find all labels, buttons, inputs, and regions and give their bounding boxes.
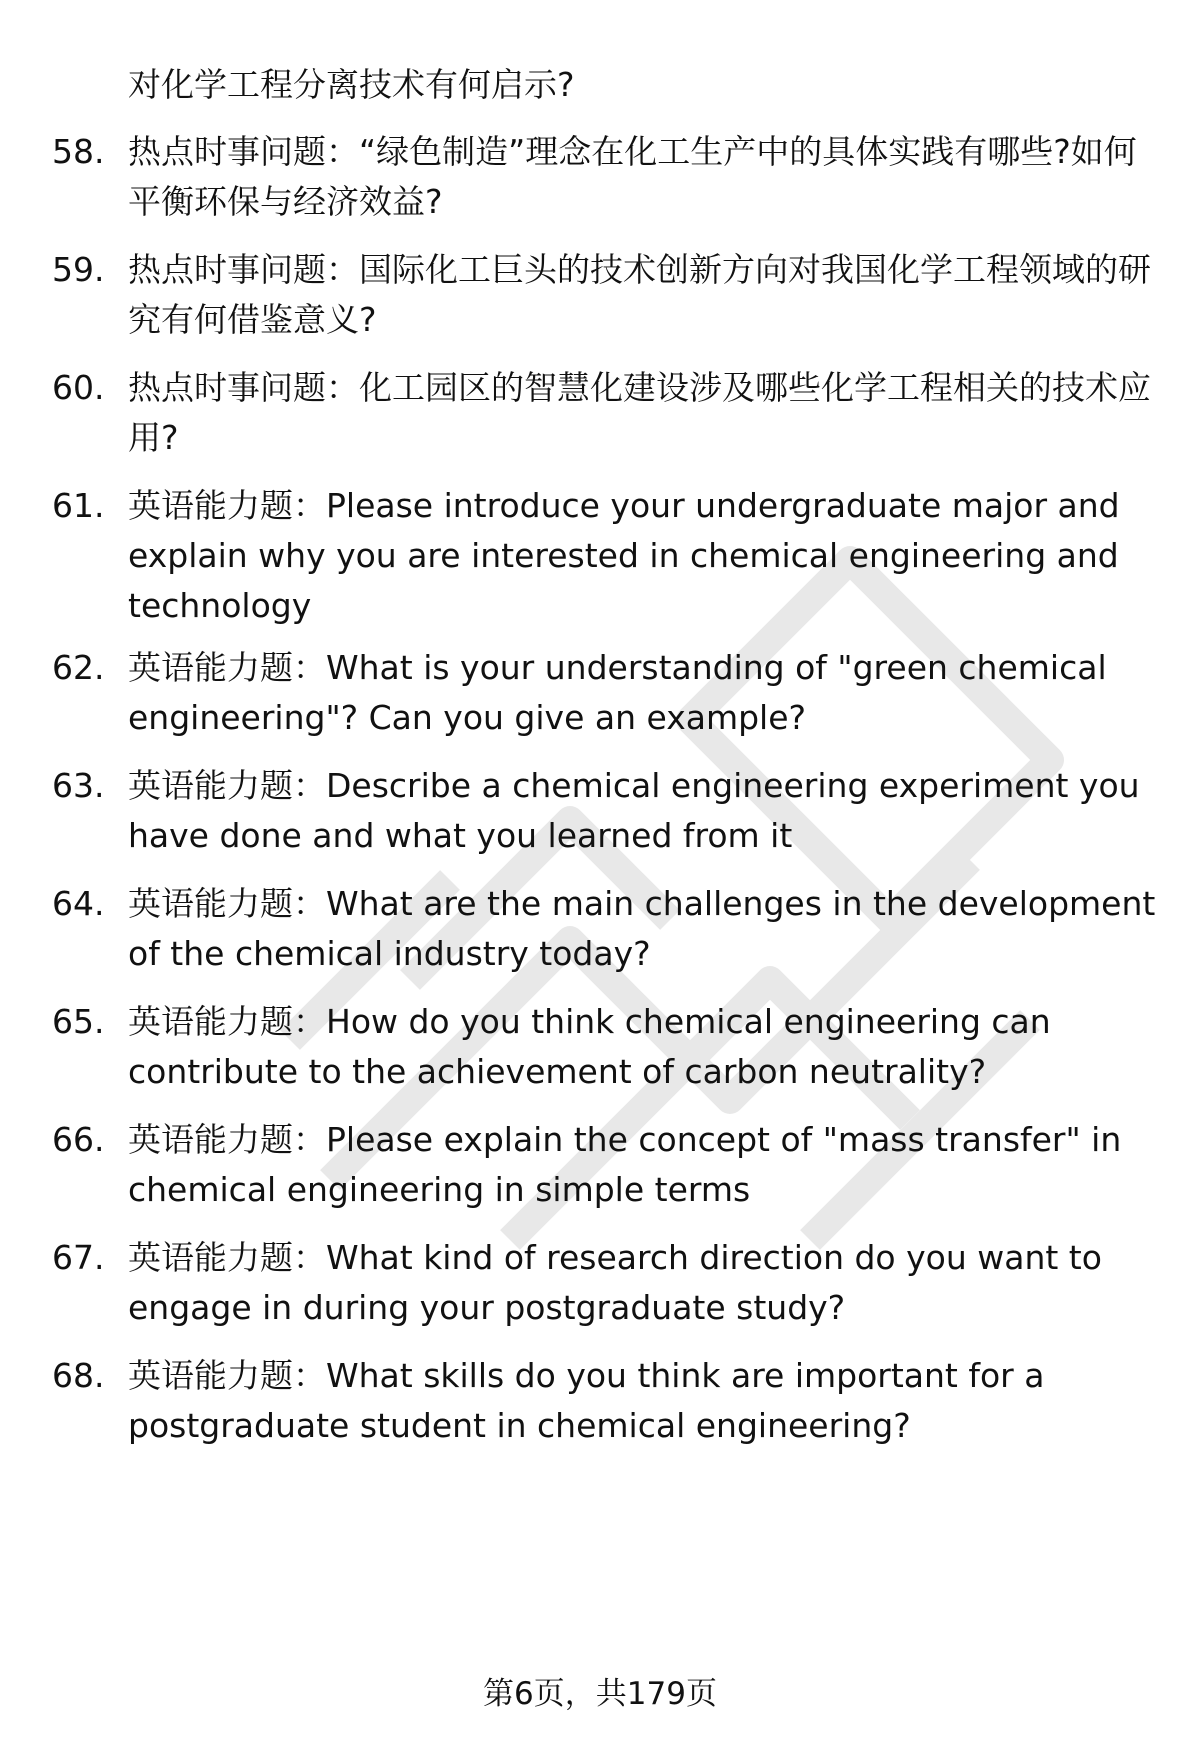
question-number: 61. <box>52 486 105 525</box>
question-text: 英语能力题：What skills do you think are important for a postgraduate student in chemical engineering? <box>128 1356 1045 1445</box>
continuation-line: 对化学工程分离技术有何启示? <box>128 65 575 104</box>
question-text: 英语能力题：How do you think chemical engineering can contribute to the achievement of carbon neutrality? <box>128 1002 1051 1091</box>
question-number: 60. <box>52 368 105 407</box>
question-number: 65. <box>52 1002 105 1041</box>
question-number: 68. <box>52 1356 105 1395</box>
question-number: 62. <box>52 648 105 687</box>
question-text: 英语能力题：What kind of research direction do you want to engage in during your postgraduate study? <box>128 1238 1102 1327</box>
page-footer: 第6页，共179页 <box>483 1676 717 1712</box>
question-number: 63. <box>52 766 105 805</box>
question-text: 热点时事问题：化工园区的智慧化建设涉及哪些化学工程相关的技术应用? <box>128 368 1151 457</box>
question-number: 59. <box>52 250 105 289</box>
question-text: 英语能力题：What is your understanding of "green chemical engineering"? Can you give an example? <box>128 648 1107 737</box>
question-text: 英语能力题：Please introduce your undergraduate major and explain why you are interested in chemical engineering and technology <box>128 486 1120 625</box>
question-text: 英语能力题：Please explain the concept of "mass transfer" in chemical engineering in simple terms <box>128 1120 1122 1209</box>
question-text: 英语能力题：What are the main challenges in the development of the chemical industry today? <box>128 884 1156 973</box>
question-number: 67. <box>52 1238 105 1277</box>
question-text: 热点时事问题：国际化工巨头的技术创新方向对我国化学工程领域的研究有何借鉴意义? <box>128 250 1151 339</box>
question-text: 英语能力题：Describe a chemical engineering experiment you have done and what you learned from it <box>128 766 1140 855</box>
question-text: 热点时事问题：“绿色制造”理念在化工生产中的具体实践有哪些?如何平衡环保与经济效益? <box>128 132 1137 221</box>
question-number: 58. <box>52 132 105 171</box>
question-number: 64. <box>52 884 105 923</box>
question-number: 66. <box>52 1120 105 1159</box>
